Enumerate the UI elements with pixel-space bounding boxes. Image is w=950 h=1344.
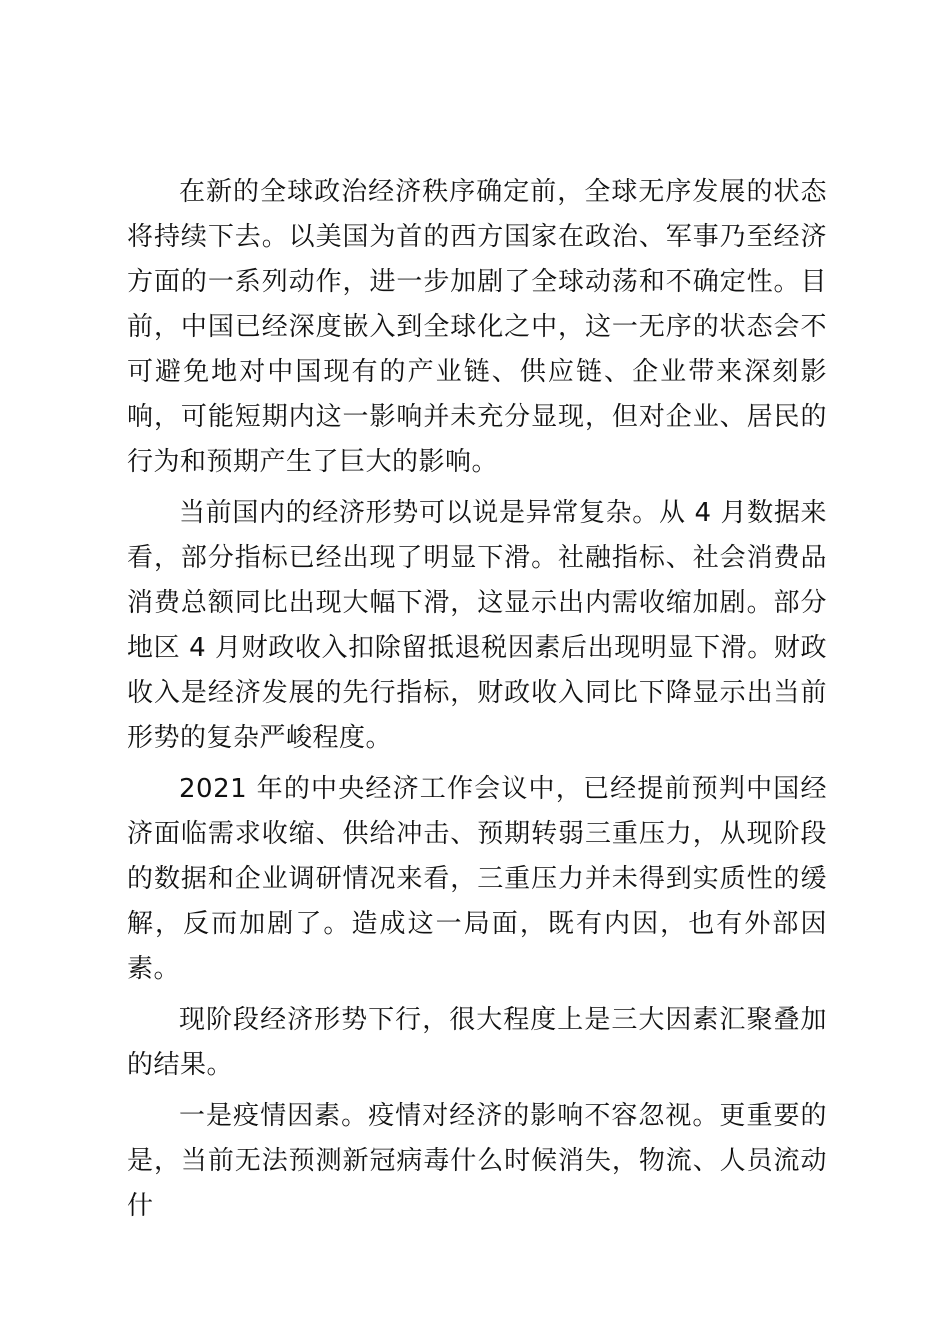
paragraph-domestic-situation: 当前国内的经济形势可以说是异常复杂。从 4 月数据来看，部分指标已经出现了明显下滑。社融指标、社会消费品消费总额同比出现大幅下滑，这显示出内需收缩加剧。部分地区 4 月财政收入扣除留抵退税因素后出现明显下滑。财政收入是经济发展的先行指标，财政收入同比下降显示出当前形势的复杂严峻程度。 [127, 498, 827, 753]
paragraph-global-disorder: 在新的全球政治经济秩序确定前，全球无序发展的状态将持续下去。以美国为首的西方国家在政治、军事乃至经济方面的一系列动作，进一步加剧了全球动荡和不确定性。目前，中国已经深度嵌入到全球化之中，这一无序的状态会不可避免地对中国现有的产业链、供应链、企业带来深刻影响，可能短期内这一影响并未充分显现，但对企业、居民的行为和预期产生了巨大的影响。 [127, 177, 827, 477]
paragraph-epidemic-factor: 一是疫情因素。疫情对经济的影响不容忽视。更重要的是，当前无法预测新冠病毒什么时候消失，物流、人员流动什 [127, 1101, 827, 1221]
paragraph-three-factors: 现阶段经济形势下行，很大程度上是三大因素汇聚叠加的结果。 [127, 1005, 827, 1080]
body-text [127, 170, 827, 1229]
paragraph-triple-pressure: 2021 年的中央经济工作会议中，已经提前预判中国经济面临需求收缩、供给冲击、预期转弱三重压力，从现阶段的数据和企业调研情况来看，三重压力并未得到实质性的缓解，反而加剧了。造成这一局面，既有内因，也有外部因素。 [127, 774, 827, 984]
